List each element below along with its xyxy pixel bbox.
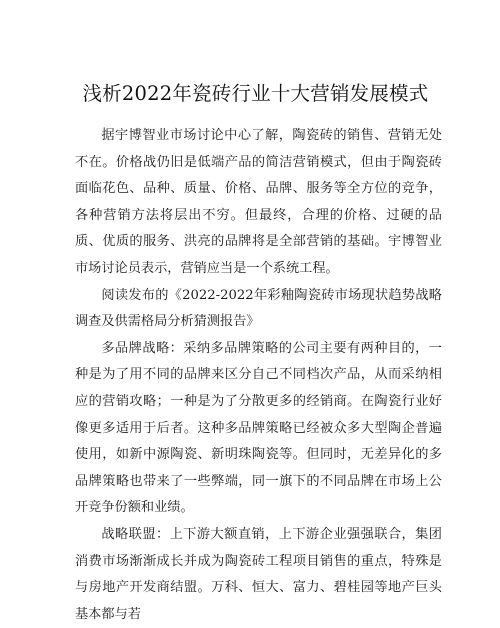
paragraph-report-reference: 阅读发布的《2022-2022年彩釉陶瓷砖市场现状趋势战略调查及供需格局分析猜测报告》 [75, 287, 442, 330]
paragraph-multi-brand-strategy: 多品牌战略：采纳多品牌策略的公司主要有两种目的，一种是为了用不同的品牌来区分自己不同档次产品，从而采纳相应的营销攻略；一种是为了分散更多的经销商。在陶瓷行业好像更多适用于后者。这种多品牌策略已经被众多大型陶企普遍使用，如新中源陶瓷、新明珠陶瓷等。但同时，无差异化的多品牌策略也带来了一些弊端，同一旗下的不同品牌在市场上公开竞争份额和业绩。 [75, 340, 442, 516]
paragraph-strategic-alliance: 战略联盟：上下游大额直销，上下游企业强强联合，集团消费市场渐渐成长并成为陶瓷砖工程项目销售的重点，特殊是与房地产开发商结盟。万科、恒大、富力、碧桂园等地产巨头基本都与若 [75, 526, 442, 622]
document-body [75, 123, 442, 628]
paragraph-intro: 据宇博智业市场讨论中心了解，陶瓷砖的销售、营销无处不在。价格战仍旧是低端产品的简洁营销模式，但由于陶瓷砖面临花色、品种、质量、价格、品牌、服务等全方位的竞争，各种营销方法将层出不穷。但最终，合理的价格、过硬的品质、优质的服务、洪亮的品牌将是全部营销的基础。宇博智业市场讨论员表示，营销应当是一个系统工程。 [75, 128, 442, 276]
document-title: 浅析2022年瓷砖行业十大营销发展模式 [82, 82, 429, 105]
